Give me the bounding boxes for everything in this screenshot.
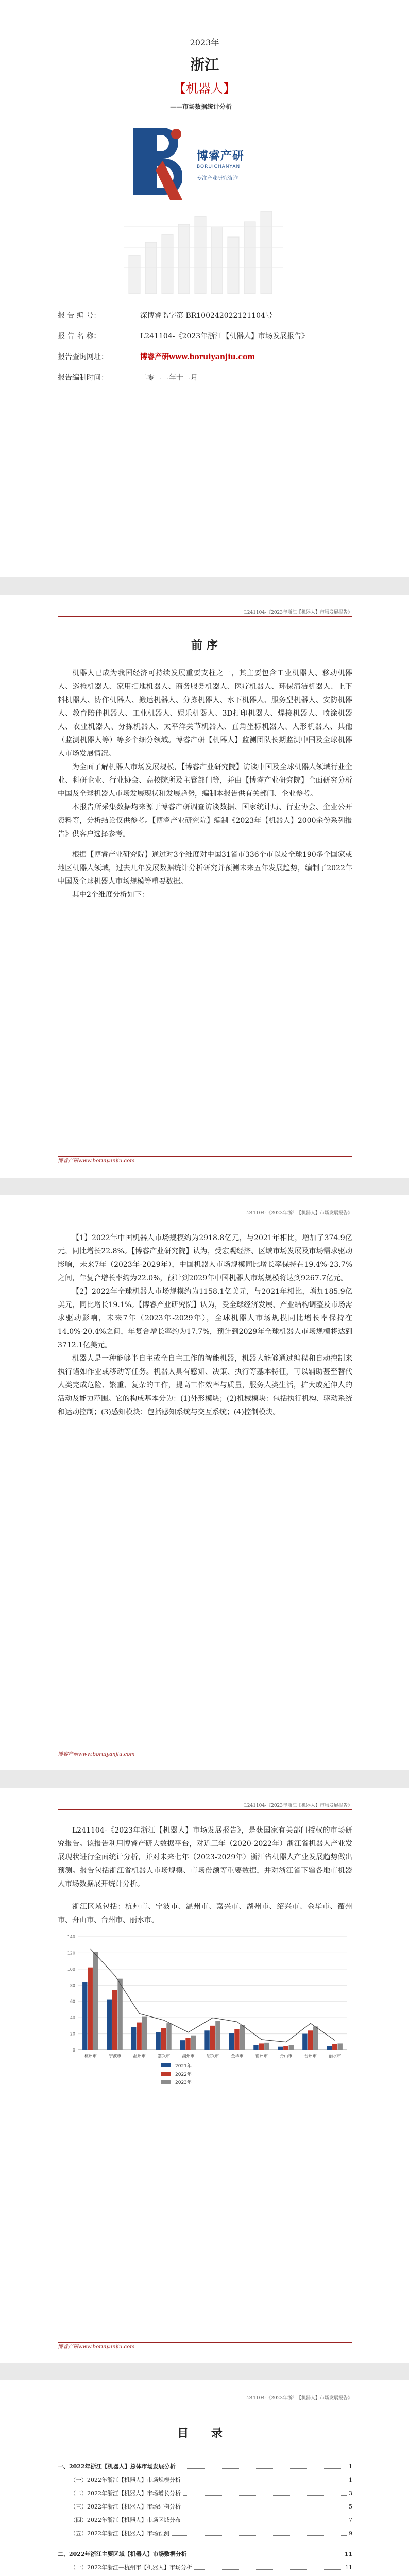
- preface-paragraph: 机器人已成为我国经济可持续发展重要支柱之一，其主要包含工业机器人、移动机器人、巡检机器人、家用扫地机器人、商务服务机器人、医疗机器人、环保清洁机器人、上下料机器人、协作机器人、搬运机器人、分拣机器人、水下机器人、服务型机器人、安防机器人、教育陪伴机器人、工业机器人、娱乐机器人、3D打印机器人、焊接机器人、喷涂机器人、农业机器人、分拣机器人、太平洋关节机器人、直角坐标机器人、人形机器人、其他（监测机器人等）等多个细分领域。博睿产研【机器人】监测团队长期监测中国及全球机器人市场发展情况。: [58, 669, 352, 758]
- toc-leader-dots: [194, 2569, 343, 2570]
- logo-name-en: BORUICHANYAN: [197, 164, 241, 170]
- chart-bar: [240, 2025, 245, 2050]
- y-tick-label: 0: [72, 2048, 75, 2053]
- toc-entry-page: 9: [349, 2530, 352, 2537]
- analysis-paragraph: 【1】2022年中国机器人市场规模约为2918.8亿元，与2021年相比，增加了374.9亿元，同比增长22.8%。【博睿产业研究院】认为，受宏观经济、区域市场发展及市场需求驱动影响，未来7年（2023年-2029年），中国机器人市场规模同比增长率保持在19.4%-23.7%之间，年复合增长率约为22.0%，预计到2029年中国机器人市场规模将达到9267.7亿元。: [58, 1234, 352, 1282]
- info-report-url: 报告查询网址： 博睿产研www.boruiyanjiu.com: [58, 351, 255, 362]
- legend-swatch: [161, 2080, 171, 2084]
- legend-swatch: [161, 2063, 171, 2067]
- running-header: L241104-《2023年浙江【机器人】市场发展报告》: [58, 2395, 352, 2402]
- info-report-date: 报告编制时间： 二零二二年十二月: [58, 374, 198, 382]
- toc-title: 目 录: [177, 2427, 232, 2440]
- cover-year: 2023年: [190, 38, 219, 47]
- toc-entry-title: 二、2022年浙江主要区域【机器人】市场数据分析: [58, 2551, 187, 2557]
- y-tick-label: 100: [67, 1967, 75, 1972]
- logo-name-cn: 博睿产研: [197, 150, 245, 163]
- chart-bar: [142, 2017, 147, 2050]
- page-gap: [0, 1178, 409, 1195]
- info-report-name: 报 告 名 称： L241104-《2023年浙江【机器人】市场发展报告》: [58, 332, 309, 341]
- x-tick-label: 衢州市: [255, 2054, 268, 2058]
- toc-entry-title: （三）2022年浙江【机器人】市场结构分析: [70, 2503, 181, 2510]
- toc-entry-title: （一）2022年浙江—杭州市【机器人】市场分析: [70, 2564, 192, 2571]
- chart-bar: [131, 2027, 136, 2050]
- logo-slogan: 专注产业研究咨询: [197, 176, 238, 181]
- chart-bar: [210, 2026, 215, 2050]
- toc-entry[interactable]: [58, 2550, 352, 2558]
- chart-bar: [234, 2029, 239, 2050]
- page-gap: [0, 1770, 409, 1788]
- chart-bar: [283, 2046, 288, 2050]
- chart-bar: [327, 2046, 332, 2050]
- page-footer: 博睿产研www.boruiyanjiu.com: [58, 1750, 352, 1759]
- chart-bar: [308, 2030, 313, 2050]
- chart-bar: [313, 2026, 318, 2050]
- chart-bar: [166, 2023, 171, 2050]
- x-tick-label: 丽水市: [329, 2054, 342, 2058]
- page-footer: 博睿产研www.boruiyanjiu.com: [58, 1156, 352, 1166]
- y-tick-label: 60: [70, 1999, 75, 2004]
- toc-entry-page: 3: [349, 2490, 352, 2497]
- chart-bar: [107, 2000, 112, 2050]
- page-gap: [0, 2363, 409, 2380]
- toc-entry-page: 11: [345, 2564, 352, 2571]
- legend-swatch: [161, 2072, 171, 2076]
- chart-bar: [185, 2038, 190, 2050]
- chart-bar: [259, 2043, 264, 2050]
- toc-entry-page: 7: [349, 2517, 352, 2523]
- toc-entry-title: （四）2022年浙江【机器人】市场区域分布: [70, 2517, 181, 2523]
- preface-paragraph: 为全面了解机器人市场发展规模，【博睿产业研究院】访谈中国及全球机器人领域行业企业、科研企业、行业协会、高校院所及主管部门等，并由【博睿产业研究院】全面研究分析中国及全球机器人市场发展现状和发展趋势，编制本报告供有关部门、企业参考。: [58, 763, 352, 798]
- cover-region: 浙江: [190, 56, 219, 73]
- toc-entry[interactable]: [58, 2516, 352, 2524]
- toc-page: [0, 2380, 409, 2576]
- company-logo: [133, 123, 282, 200]
- chart-bar: [117, 1979, 122, 2050]
- toc-entry-title: （五）2022年浙江【机器人】市场预测: [70, 2530, 169, 2537]
- br-logo-mark-icon: [133, 123, 182, 200]
- analysis-page: [0, 1195, 409, 1770]
- toc-entry[interactable]: [58, 2476, 352, 2484]
- toc-leader-dots: [178, 2468, 347, 2469]
- y-tick-label: 80: [70, 1983, 75, 1988]
- toc-entry[interactable]: [58, 2503, 352, 2511]
- toc-entry-page: 1: [348, 2463, 352, 2470]
- y-tick-label: 120: [67, 1951, 75, 1956]
- chart-bar: [137, 2023, 141, 2050]
- running-header: L241104-《2023年浙江【机器人】市场发展报告》: [58, 1210, 352, 1217]
- preface-title: 前 序: [191, 639, 218, 652]
- chart-bar: [82, 1982, 87, 2050]
- x-tick-label: 温州市: [133, 2054, 146, 2058]
- toc-entry[interactable]: [58, 2530, 352, 2538]
- chart-bar: [289, 2045, 294, 2050]
- x-tick-label: 杭州市: [84, 2054, 97, 2058]
- cover-industry: 【机器人】: [174, 81, 235, 96]
- x-tick-label: 舟山市: [280, 2054, 293, 2058]
- chart-bar: [156, 2032, 160, 2050]
- toc-entry[interactable]: [58, 2564, 352, 2572]
- toc-entry-page: 11: [344, 2551, 352, 2557]
- x-tick-label: 绍兴市: [207, 2054, 219, 2058]
- chart-bar: [88, 1968, 93, 2050]
- toc-entry-title: （一）2022年浙江【机器人】市场规模分析: [70, 2477, 181, 2483]
- regional-body: [58, 1824, 352, 1927]
- toc-entry-page: 1: [349, 2477, 352, 2483]
- y-tick-label: 140: [67, 1935, 75, 1939]
- toc-leader-dots: [183, 2495, 347, 2496]
- chart-bar: [337, 2043, 342, 2050]
- info-report-no: 报 告 编 号： 深博睿监字第 BR100242022121104号: [58, 312, 272, 320]
- cover-page: [0, 0, 409, 577]
- legend-label: 2021年: [175, 2064, 192, 2069]
- y-tick-label: 40: [70, 2015, 75, 2021]
- toc-entry-title: （二）2022年浙江【机器人】市场增长分析: [70, 2490, 181, 2497]
- chart-bar: [229, 2033, 234, 2050]
- chart-bar: [161, 2028, 166, 2050]
- regional-paragraph: L241104-《2023年浙江【机器人】市场发展报告》，是获国家有关部门授权的市场研究报告。该报告利用博睿产研大数据平台，对近三年（2020-2022年）浙江省机器人产业发展现状进行全面统计分析，并对未来七年（2023-2029年）浙江省机器人产业发展趋势做出预测。报告包括浙江省机器人市场规模、市场份额等重要数据，并对浙江省下辖各地市机器人市场数据展开统计分析。: [58, 1826, 352, 1888]
- chart-bar: [112, 1990, 117, 2050]
- chart-bar: [215, 2021, 220, 2050]
- regional-paragraph: 浙江区域包括：杭州市、宁波市、温州市、嘉兴市、湖州市、绍兴市、金华市、衢州市、舟山市、台州市、丽水市。: [58, 1903, 352, 1924]
- preface-paragraph: 本报告所采集数据均来源于博睿产研调查访谈数据、国家统计局、行业协会、企业公开资料等，分析结论仅供参考。【博睿产业研究院】编制《2023年【机器人】2000余份系列报告》供客户选择参考。: [58, 803, 352, 838]
- cover-decorative-bars: [124, 206, 283, 294]
- analysis-body: [58, 1231, 352, 1419]
- analysis-paragraph: 机器人是一种能够半自主或全自主工作的智能机器，机器人能够通过编程和自动控制来执行诸如作业或移动等任务。机器人具有感知、决策、执行等基本特征，可以辅助甚至替代人类完成危险、繁重、复杂的工作，提高工作效率与质量，服务人类生活，扩大或延伸人的活动及能力范围。它的构成基本分为：(1)外形模块；(2)机械模块：包括执行机构、驱动系统和运动控制；(3)感知模块：包括感知系统与交互系统；(4)控制模块。: [58, 1354, 352, 1416]
- page-footer: 博睿产研www.boruiyanjiu.com: [58, 2342, 352, 2352]
- chart-bar: [332, 2044, 337, 2050]
- running-header: L241104-《2023年浙江【机器人】市场发展报告》: [58, 1802, 352, 1810]
- chart-bar: [204, 2030, 209, 2050]
- chart-bar: [264, 2043, 269, 2050]
- chart-bar: [93, 1952, 98, 2050]
- x-tick-label: 金华市: [231, 2054, 244, 2058]
- toc-leader-dots: [172, 2535, 347, 2536]
- chart-bar: [302, 2034, 307, 2050]
- cover-subtitle: ——市场数据统计分析: [170, 103, 232, 110]
- regional-bar-chart: [58, 1929, 352, 2099]
- preface-paragraph: 根据【博睿产业研究院】通过对3个维度对中国31省市336个市以及全球190多个国家或地区机器人领域，过去几年发展数据统计分析研究并预测未来五年发展趋势，编制了2022年中国及全球机器人市场规模等重要数据。: [58, 851, 352, 886]
- toc-entry-title: 一、2022年浙江【机器人】总体市场发展分析: [58, 2463, 176, 2470]
- page-gap: [0, 577, 409, 595]
- y-tick-label: 20: [70, 2031, 75, 2037]
- analysis-paragraph: 【2】2022年全球机器人市场规模约为1158.1亿美元，与2021年相比，增加185.9亿美元，同比增长19.1%。【博睿产业研究院】认为，受全球经济发展、产业结构调整及市场需求驱动影响，未来7年（2023年-2029年），全球机器人市场规模同比增长率保持在14.0%-20.4%之间，年复合增长率约为17.7%，预计到2029年全球机器人市场规模将达到3712.1亿美元。: [58, 1287, 352, 1349]
- legend-label: 2023年: [175, 2080, 192, 2086]
- preface-body: [58, 667, 352, 902]
- report-url-link[interactable]: 博睿产研www.boruiyanjiu.com: [140, 353, 255, 361]
- preface-page: [0, 595, 409, 1178]
- running-header: L241104-《2023年浙江【机器人】市场发展报告》: [58, 609, 352, 617]
- x-tick-label: 湖州市: [182, 2054, 195, 2058]
- x-tick-label: 宁波市: [109, 2054, 122, 2058]
- chart-bar: [191, 2036, 196, 2050]
- toc-entry[interactable]: [58, 2463, 352, 2471]
- x-tick-label: 台州市: [304, 2054, 317, 2058]
- preface-paragraph: 其中2个维度分析如下：: [72, 891, 149, 899]
- toc-entry[interactable]: [58, 2489, 352, 2498]
- chart-bar: [278, 2047, 283, 2050]
- legend-label: 2022年: [175, 2072, 192, 2077]
- toc-entry-page: 5: [349, 2503, 352, 2510]
- x-tick-label: 嘉兴市: [158, 2054, 171, 2058]
- regional-page: [0, 1788, 409, 2363]
- chart-bar: [180, 2040, 185, 2050]
- chart-bar: [253, 2045, 258, 2050]
